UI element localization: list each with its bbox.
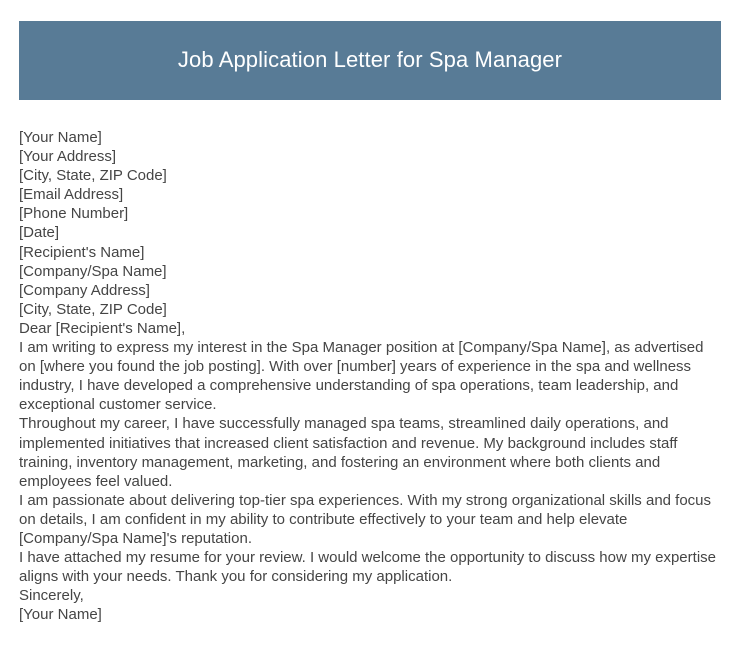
letter-body — [19, 128, 721, 624]
document-header-banner — [19, 21, 721, 100]
letter-line: [Company Address] — [19, 281, 150, 299]
letter-line: Throughout my career, I have successfully managed spa teams, streamlined daily operations, and implemented initiatives that increased client satisfaction and revenue. My background includes staff training, inventory management, marketing, and fostering an environment where both clients and employees feel valued. — [19, 415, 678, 490]
letter-line: [Phone Number] — [19, 205, 129, 223]
letter-line: [Recipient's Name] — [19, 243, 145, 261]
letter-line: [City, State, ZIP Code] — [19, 167, 167, 185]
page-title: Job Application Letter for Spa Manager — [177, 47, 563, 73]
letter-line: [Your Address] — [19, 148, 117, 166]
letter-line: Sincerely, — [19, 587, 84, 605]
letter-line: [Your Name] — [19, 129, 102, 146]
letter-line: [Your Name] — [19, 606, 102, 624]
letter-line: [Email Address] — [19, 186, 124, 204]
letter-line: [City, State, ZIP Code] — [19, 300, 167, 318]
letter-line: I have attached my resume for your review. I would welcome the opportunity to discuss how my expertise aligns with your needs. Thank you for considering my application. — [19, 549, 716, 586]
letter-line: Dear [Recipient's Name], — [19, 319, 186, 337]
letter-line: I am passionate about delivering top-tier spa experiences. With my strong organizational skills and focus on details, I am confident in my ability to contribute effectively to your team and help elevate [Company/Spa Name]'s reputation. — [19, 491, 712, 547]
letter-line: I am writing to express my interest in the Spa Manager position at [Company/Spa Name], as advertised on [where you found the job posting]. With over [number] years of experience in the spa and wellness industry, I have developed a comprehensive understanding of spa operations, team leadership, and exceptional customer service. — [19, 339, 704, 414]
letter-line: [Date] — [19, 224, 60, 242]
letter-line: [Company/Spa Name] — [19, 262, 167, 280]
